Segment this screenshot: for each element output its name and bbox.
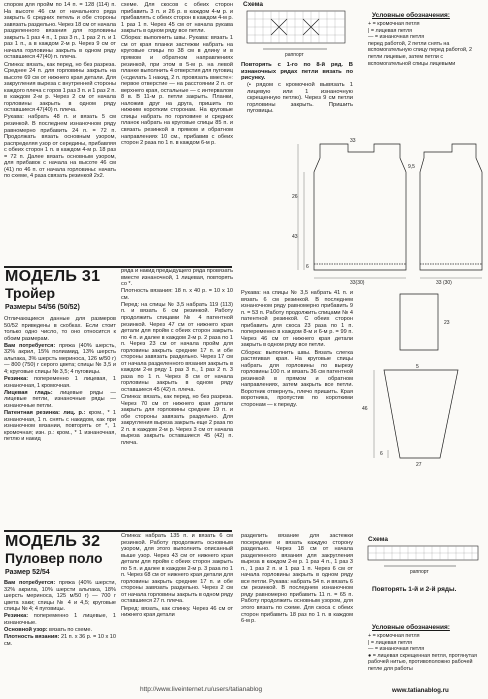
dimension-label: 33(30)	[350, 280, 365, 286]
materials-text: пряжа (40% шерсть, 32% акрил, 15% полиамид, 13% шерсть альпака, 3% шерсть мериноса, 126 м/50 г) — 800 (750) г серого цвета; спицы № 3,5 и 4; круговые спицы № 3,5; 4 пуговицы.	[4, 342, 116, 375]
paragraph: Перед: на спицы № 3,5 набрать 119 (113) п. и вязать 6 см резинкой. Работу продолжить спицами № 4 патентной резинкой. Через 47 см от нижнего края детали для пройм с обеих сторон закрыть по 4 п. и далее в каждом 2-м р. 2 раза по 1 п. Через 23 см от начала пройм для горловины закрыть средние 17 п. и обе стороны завязать раздельно. Через 17 см от начала разделенного вязания закрыть в каждом 2-м ряду 1 раз 3 п., 1 раз 2 п. 3 раза по 1 п. Через 8 см от начала горловины закрыть в одном ряду оставшиеся 45 (42) п. плеча.	[121, 301, 233, 394]
legend-item: + = кромочная петля	[368, 21, 420, 27]
label: Лицевая гладь:	[4, 389, 53, 396]
paragraph: Спинка: вязать, как перед, но без разреза. Через 70 см от нижнего края детали закрыть для горловины средние 19 п. и обе стороны завязать раздельно. Для закругления выреза закрыть еще 2 раза по 2 п. в каждом 2-м р. Через 3 см от начала выреза закрыть оставшиеся 45 (42) п. плеча.	[121, 394, 233, 446]
legend-item: — = изнаночная петля	[368, 646, 425, 653]
dimension-label: 33 (30)	[436, 280, 452, 286]
legend-item: ● = лицевая скрещенная петля, протянутая рабочей нитью, противоположно рабочей петле для работы	[368, 652, 477, 672]
paragraph: ряда и накид предыдущего ряда провязать вместе изнаночной, 1 лицевая, повторять со *.	[121, 268, 233, 288]
divider	[4, 530, 232, 532]
paragraph: Спинка: набрать 135 п. и вязать 6 см резинкой. Работу продолжить основным узором, для этого выполнить описанный выше узор. Через 43 см от нижнего края детали для пройм с обеих сторон закрыть по 5 п. и далее в каждом 2-м р. 3 раза по 1 п. Через 68 см от нижнего края детали для горловины закрыть средние 17 п. и обе стороны завязать раздельно. Через 2 см от начала горловины закрыть в одном ряду оставшиеся 27 п. плеча.	[121, 533, 233, 605]
repeat-instruction: Повторять 1-й и 2-й ряды.	[372, 586, 457, 593]
paragraph: Рукава: набрать 48 п. и вязать 5 см резинкой. В последнем изнаночном ряду равномерно прибавить 24 п. = 72 п. Продолжать вязать основным узором, распределяя узор от середины, прибавляя с обеих сторон 1 п. в каждом 4-м р. 18 раз = 72 п. Далее вязать основным узором, для прибавок с начала на высоте 46 см (41) по 46 п. от начала горловины: начать по схеме, 4 раза связать резинкой 2x2.	[4, 114, 116, 180]
paragraph: Спинка: вязать, как перед, но без разреза. Среднее 24 п. для горловины закрыть на высоте 69 см от нижнего края детали. Для закругления выреза с внутренней стороны каждого плеча с горов 1 раз 3 п. и 1 раз 2 п. в каждом 2-м р. Через 2 см от начала горловины закрыть в одном ряду оставшиеся 47(40) п. плеча.	[4, 61, 116, 114]
dimension-label: 6	[306, 264, 309, 270]
rapport-label: раппорт	[285, 52, 304, 58]
label: Вам потребуется:	[4, 342, 56, 349]
label: Резинка:	[4, 376, 29, 383]
column-3-bottom	[241, 533, 353, 625]
paragraph: Плотность вязания: 18 п. x 40 р. = 10 x 10 см.	[121, 288, 233, 301]
rapport-label: раппорт	[410, 569, 429, 575]
label: Основной узор:	[4, 627, 48, 634]
model-31-subtitle: Тройер	[5, 285, 56, 301]
column-2-middle	[121, 268, 233, 447]
model-32-body	[4, 580, 116, 648]
column-3-top	[241, 62, 353, 116]
legend-item: | = лицевая петля	[368, 639, 413, 646]
patent-rib-text: кром., * 1 изнаночная, 1 п. снять с накидом, как при изнаночном вязании, повторять от *, 1 кромочная; изн. р.: кром., * 1 изнаночная, петлю и накид	[4, 410, 116, 443]
paragraph: Сборка: выполнить швы. Вязать слегка растягивая края. На круговые спицы набрать для горловины по вырезу горловины 100 п. и вязать 36 см патентной резинкой в прямом и обратном направлениях, затем закрыть все петли. Воротник отвернуть, плечо пришить. Края воротника, пропустив по короткими сторонам — к переду.	[241, 349, 353, 408]
model-31-title: МОДЕЛЬ 31	[5, 268, 101, 285]
paragraph: Рукава: на спицы № 3,5 набрать 41 п. и вязать 6 см резинкой. В последнем изнаночном ряду равномерно прибавить 9 п. = 53 п. Работу продолжить спицами № 4 патентной резинкой. С обеих сторон прибавить для скоса 23 раза по 1 п. попеременно в каждом 8-м и 6-м р. = 99 п. Через 46 см от нижнего края детали закрыть в одном ряду все петли.	[241, 290, 353, 349]
label: Плотность вязания:	[4, 634, 60, 641]
garment-schematic-1	[290, 138, 486, 286]
legend-item: перед работой, 2 петли снять на вспомогательную спицу перед работой, 2 петли лицевые, затем петли с вспомогательной спицы лицевыми	[368, 40, 472, 67]
label: Патентная резинка: лиц. р.:	[4, 410, 86, 417]
dimension-label: 27	[416, 462, 422, 468]
stockinette-text: лицевые ряды — лицевые петли, изнаночные ряды — изнаночные петли.	[4, 389, 116, 409]
gauge-text: 21 п. x 36 р. = 10 x 10 см.	[4, 634, 116, 647]
legend-item: — = изнаночная петля	[368, 34, 425, 41]
dimension-label: 26	[292, 194, 298, 200]
paragraph: Сборка: выполнить швы. Рукава: вязать 1 см от края планки застежки набрать на круговые спицы по 38 см в длину и в прямом и обратном направлениях резинкой, при этом в 5-м р. на левой планке выполнить 4 отверстия для пуговиц («сделать 1 накид, 2 п. провязать вместе»: первое отверстие — на расстоянии 2 п. от верхнего края, остальные — с интервалом 8 в. В 11-м р. петли закрыть. Планки, наложив друг на друга, пришить по нижним коротким сторонам. На круговые спицы набрать по горловине и средних планок набрать на круговые спицы 85 п. и связать резинкой в прямом и обратном направлениях 10 см., прибавив с обеих сторон 2 раза по 1 п. в каждом 6-м р.	[121, 35, 233, 147]
stitch-chart-2	[360, 544, 486, 584]
model-31-sizes: Размеры 54/56 (50/52)	[5, 304, 80, 311]
chart-title: Схема	[368, 536, 389, 543]
legend-1	[368, 21, 484, 67]
column-2-top	[121, 2, 233, 147]
watermark-url: http://www.liveinternet.ru/users/tatianablog	[140, 686, 263, 693]
column-2-bottom	[121, 533, 233, 619]
garment-schematic-2	[360, 290, 486, 470]
stitch-chart-1	[241, 9, 351, 59]
paragraph: разделить вязание для застежки посередине и вязать каждую сторону раздельно. Через 18 см от начала разделенного вязания для закругления выреза в каждом 2-м р. 1 раз 4 п., 1 раз 3 п., 1 раз 2 п. и 1 раз 1 п. Через 6 см от начала горловины закрыть в одном ряду все петли. Рукава: набрать 54 п. и вязать 6 см резинкой. В последнем изнаночном ряду равномерно прибавить 11 п. = 65 п. Работу продолжить основным узором, для этого вязать по схеме. Для скоса с обеих сторон прибавить 18 раз по 1 п. в каждом 6-м р.	[241, 533, 353, 625]
model-32-subtitle: Пуловер поло	[5, 550, 103, 566]
dimension-label: 6	[380, 451, 383, 457]
paragraph: спором для пройм по 14 п. = 128 (114) п. На высоте 46 см от начального ряда закрыть 6 средних петель и обе стороны завязать раздельно. Через 18 см от начала разделенного вязания для горловины закрыть 1 раз 4 п., 1 раз 3 п., 1 раз 2 п. и 1 раз 1 п., а в каждом 2-м р. Через 9 см от начала горловины закрыть в одном ряду оставшиеся 47(40) п. плеча.	[4, 2, 116, 61]
dimension-label: 23	[444, 320, 450, 326]
legend-2	[368, 633, 484, 673]
model-32-title: МОДЕЛЬ 32	[5, 533, 101, 550]
legend-item: | = лицевая петля	[368, 27, 413, 34]
legend-title: Условные обозначения:	[372, 12, 450, 19]
paragraph: Перед: вязать, как спинку. Через 46 см от нижнего края детали	[121, 605, 233, 619]
legend-item: + = кромочная петля	[368, 633, 420, 639]
label: Вам потребуется:	[4, 580, 56, 586]
column-1-top	[4, 2, 116, 181]
model-32-sizes: Размер 52/54	[5, 569, 50, 576]
paragraph: Отличающиеся данные для размеров 50/52 приведены в скобках. Если стоит только одно число, то оно относится к обоим размерам.	[4, 316, 116, 342]
rib-text: попеременно 1 лицевые, 1 изнаночные.	[4, 613, 116, 626]
legend-title: Условные обозначения:	[372, 624, 450, 631]
materials-text: пряжа (40% шерсти, 32% акрила, 10% шерсти альпака, 18% шерсть мериноса, 125 м/50 г) — 700 г цвета хаки; спицы № 4 и 4,5; круговые спицы № 4; 4 пуговицы.	[4, 580, 116, 613]
dimension-label: 5	[416, 364, 419, 370]
page-footer: www.tatianablog.ru	[392, 687, 449, 694]
dimension-label: 43	[292, 234, 298, 240]
label: Резинка:	[4, 613, 29, 620]
column-3-middle	[241, 290, 353, 409]
dimension-label: 46	[362, 406, 368, 412]
dimension-label: 9,5	[408, 164, 415, 170]
repeat-instruction: Повторять с 1-го по 8-й ряд. В изнаночных рядах петли вязать по рисунку.	[241, 62, 353, 82]
model-31-body	[4, 316, 116, 443]
rib-text: попеременно 1 лицевая, 1 изнаночная, 1 кромочная.	[4, 376, 117, 389]
chart-title: Схема	[243, 1, 264, 8]
paragraph: схеме. Для скосов с обеих сторон прибавить 3 п. и 26 р. в каждом 4-м р. и прибавлять с обеих сторон в каждом 4-м р. 1 раз 1 п. Через 45 см от начала рукава закрыть в одном ряду все петли.	[121, 2, 233, 35]
dimension-label: 33	[350, 138, 356, 144]
paragraph: (• рядом с кромочной вывязать 1 лицевую или 1 изнаночную скрещенную петлю). Через 9 см петли горловины закрыть. Пришить пуговицы.	[247, 82, 353, 115]
main-pattern-text: вязать по схеме.	[49, 627, 92, 634]
